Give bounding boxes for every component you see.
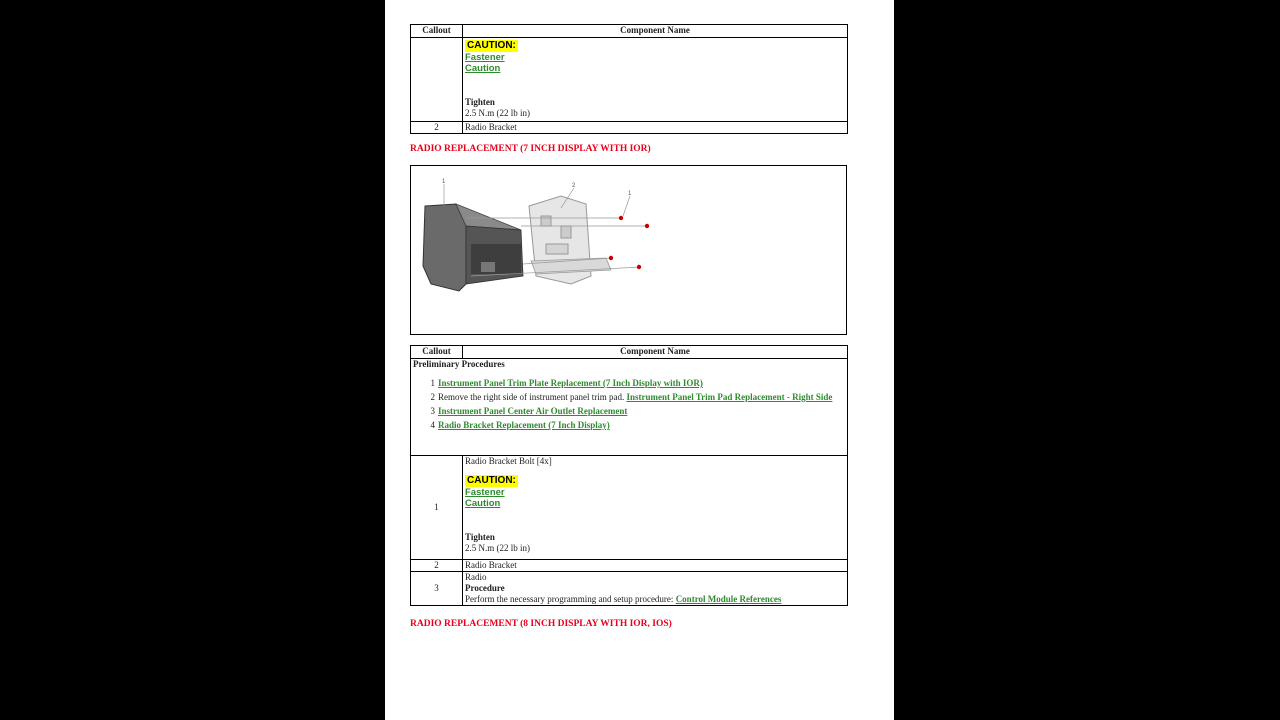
caution-badge: CAUTION: [467, 40, 516, 51]
component-column-header: Component Name [463, 25, 848, 38]
document-page [385, 0, 894, 720]
radio-bracket-replacement-link[interactable]: Radio Bracket Replacement (7 Inch Display) [438, 420, 610, 430]
callout-number: 3 [411, 572, 463, 606]
list-item: 3 Instrument Panel Center Air Outlet Replacement [430, 406, 628, 416]
list-item: 1 Instrument Panel Trim Plate Replacement (7 Inch Display with IOR) [430, 378, 703, 388]
callout-column-header: Callout [411, 346, 463, 359]
procedure-label: Procedure [465, 583, 505, 593]
air-outlet-replacement-link[interactable]: Instrument Panel Center Air Outlet Replacement [438, 406, 628, 416]
callout-number: 2 [411, 122, 463, 134]
table-row [411, 560, 848, 572]
torque-value: 2.5 N.m (22 lb in) [465, 108, 530, 118]
component-name: Radio Bracket Bolt [4x] [465, 456, 552, 466]
component-column-header: Component Name [463, 346, 848, 359]
component-cell [463, 38, 848, 122]
list-item: 4 Radio Bracket Replacement (7 Inch Display) [430, 420, 610, 430]
figure-callout: 1 [628, 191, 632, 197]
control-module-references-link[interactable]: Control Module References [675, 594, 782, 604]
preliminary-procedures-row [411, 359, 848, 456]
preliminary-steps-list [413, 378, 845, 431]
callout-cell [411, 38, 463, 122]
table-header-row [411, 346, 848, 359]
callout-table-7-inch [410, 345, 848, 606]
section-heading: RADIO REPLACEMENT (8 INCH DISPLAY WITH IOR, IOS) [410, 619, 672, 629]
list-item: 2 Remove the right side of instrument panel trim pad. Instrument Panel Trim Pad Replacement - Right Side [430, 392, 833, 402]
bolt-marker [645, 224, 649, 228]
tighten-label: Tighten [465, 97, 495, 107]
fastener-caution-link[interactable]: Fastener Caution [465, 52, 505, 74]
procedure-text: Perform the necessary programming and setup procedure: [465, 594, 676, 604]
table-row [411, 38, 848, 122]
exploded-view-figure [410, 165, 847, 335]
component-name: Radio [465, 572, 487, 582]
preliminary-procedures-cell [411, 359, 848, 456]
torque-value: 2.5 N.m (22 lb in) [465, 543, 530, 553]
radio-exploded-illustration [411, 166, 846, 334]
table-row [411, 456, 848, 560]
callout-number: 1 [411, 456, 463, 560]
component-cell [463, 456, 848, 560]
component-name: Radio Bracket [463, 560, 848, 572]
callout-column-header: Callout [411, 25, 463, 38]
table-row [411, 122, 848, 134]
trim-plate-replacement-link[interactable]: Instrument Panel Trim Plate Replacement (7 Inch Display with IOR) [438, 378, 703, 388]
fastener-caution-link[interactable]: Fastener Caution [465, 487, 505, 509]
bolt-marker [619, 216, 623, 220]
table-header-row [411, 25, 848, 38]
component-cell [463, 572, 848, 606]
caution-badge: CAUTION: [467, 475, 516, 486]
bolt-marker [637, 265, 641, 269]
component-name: Radio Bracket [463, 122, 848, 134]
bolt-marker [609, 256, 613, 260]
callout-table-top [410, 24, 848, 134]
table-row [411, 572, 848, 606]
callout-number: 2 [411, 560, 463, 572]
tighten-label: Tighten [465, 532, 495, 542]
figure-callout: 2 [572, 183, 576, 189]
figure-callout: 1 [442, 179, 446, 185]
trim-pad-replacement-link[interactable]: Instrument Panel Trim Pad Replacement - Right Side [626, 392, 833, 402]
section-heading: RADIO REPLACEMENT (7 INCH DISPLAY WITH IOR) [410, 144, 651, 154]
preliminary-procedures-title: Preliminary Procedures [413, 359, 505, 369]
